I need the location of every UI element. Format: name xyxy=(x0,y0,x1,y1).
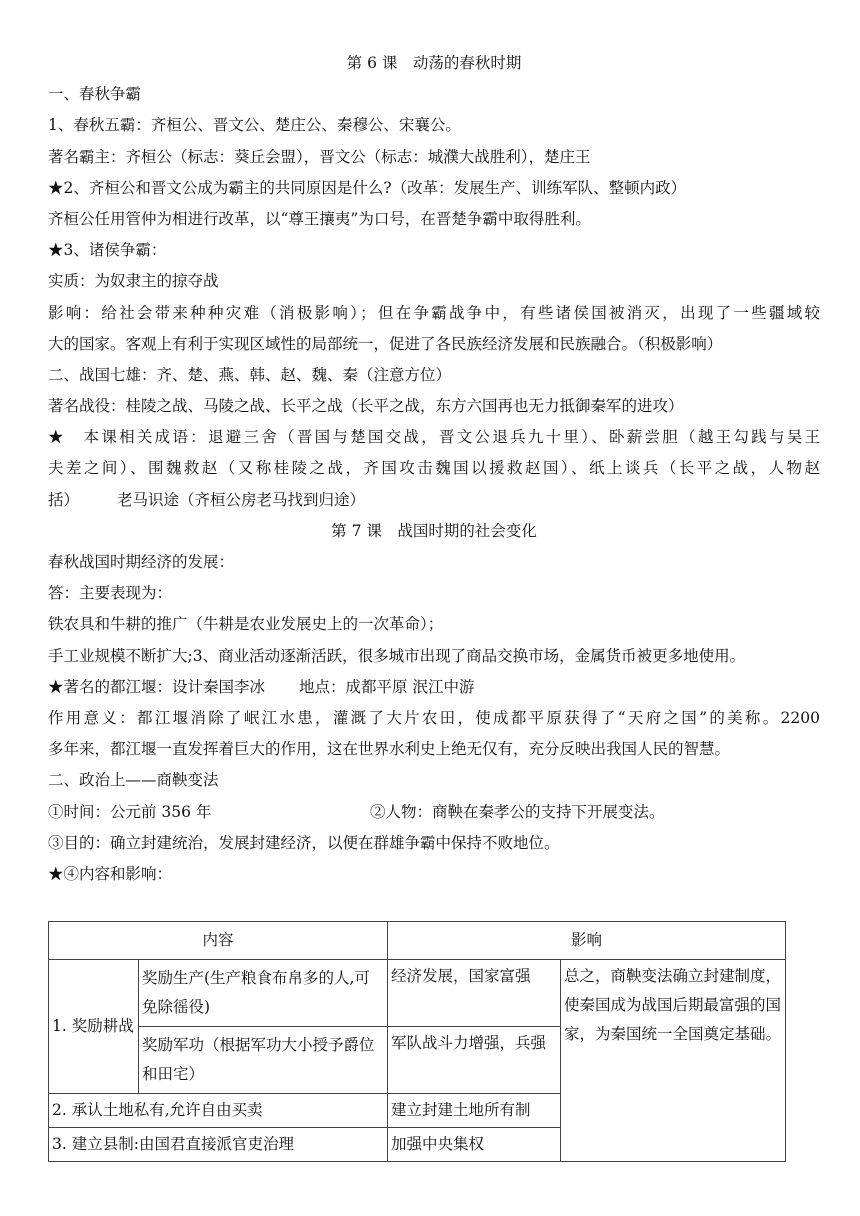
time-person-line xyxy=(48,797,820,828)
table-header-content: 内容 xyxy=(49,922,388,960)
idioms-line-1: ★ 本课相关成语：退避三舍（晋国与楚国交战，晋文公退兵九十里）、卧薪尝胆（越王勾践与吴王 xyxy=(48,428,820,447)
economic-growth-cell: 经济发展，国家富强 xyxy=(388,960,561,1027)
feudal-land-cell: 建立封建土地所有制 xyxy=(388,1094,561,1128)
economy-development-heading: 春秋战国时期经济的发展： xyxy=(48,553,235,571)
answer-line: 答：主要表现为： xyxy=(48,584,173,603)
dujiangyan-designer: ★著名的都江堰：设计秦国李冰 xyxy=(48,677,266,696)
idioms-line-3-part2: 老马识途（齐桓公房老马找到归途） xyxy=(117,490,366,509)
five-hegemons-line: 1、春秋五霸：齐桓公、晋文公、楚庄公、秦穆公、宋襄公。 xyxy=(48,116,461,135)
content-effect-heading: ★④内容和影响： xyxy=(48,864,173,883)
iron-tools-line: 铁农具和牛耕的推广（牛耕是农业发展史上的一次革命）； xyxy=(48,615,444,634)
lesson7-title: 第 7 课 战国时期的社会变化 xyxy=(331,521,537,540)
common-reason-question: ★2、齐桓公和晋文公成为霸主的共同原因是什么?（改革：发展生产、训练军队、整顿内政） xyxy=(48,178,687,197)
dujiangyan-significance-2: 多年来，都江堰一直发挥着巨大的作用，这在世界水利史上绝无仅有，充分反映出我国人民的智慧。 xyxy=(48,740,731,759)
seven-warring-states-heading: 二、战国七雄：齐、楚、燕、韩、赵、魏、秦（注意方位） xyxy=(48,365,452,384)
influence-line-2: 大的国家。客观上有利于实现区域性的局部统一，促进了各民族经济发展和民族融合。（积极影响） xyxy=(48,334,723,353)
famous-hegemons-line: 著名霸主：齐桓公（标志：葵丘会盟），晋文公（标志：城濮大战胜利），楚庄王 xyxy=(48,147,591,166)
reward-production-cell: 奖励生产(生产粮食布帛多的人,可免除徭役) xyxy=(139,960,388,1027)
reform-time: ①时间：公元前 356 年 xyxy=(48,802,212,821)
influence-line-1: 影响：给社会带来种种灾难（消极影响）；但在争霸战争中，有些诸侯国被消灭，出现了一些疆域较 xyxy=(48,303,820,322)
famous-battles-line: 著名战役：桂陵之战、马陵之战、长平之战（长平之战，东方六国再也无力抵御秦军的进攻） xyxy=(48,397,684,416)
reform-purpose-line: ③目的：确立封建统治，发展封建经济，以便在群雄争霸中保持不败地位。 xyxy=(48,833,560,852)
table-header-effect: 影响 xyxy=(388,922,786,960)
essence-line: 实质：为奴隶主的掠夺战 xyxy=(48,272,219,291)
idioms-line-3-part1: 括） xyxy=(48,490,80,509)
vassal-struggle-heading: ★3、诸侯争霸： xyxy=(48,241,167,260)
qi-huan-reform-line: 齐桓公任用管仲为相进行改革，以“尊王攘夷”为口号，在晋楚争霸中取得胜利。 xyxy=(48,209,591,228)
county-system-cell: 3. 建立县制:由国君直接派官吏治理 xyxy=(49,1128,388,1162)
idioms-line-3 xyxy=(48,485,820,516)
lesson6-section1-heading: 一、春秋争霸 xyxy=(48,85,142,104)
handicraft-line: 手工业规模不断扩大;3、商业活动逐渐活跃，很多城市出现了商品交换市场，金属货币被更多地使用。 xyxy=(48,646,746,665)
reform-table xyxy=(48,921,786,1162)
idioms-line-2: 夫差之间）、围魏救赵（又称桂陵之战，齐国攻击魏国以援救赵国）、纸上谈兵（长平之战，人物赵 xyxy=(48,459,820,478)
document-page xyxy=(48,48,820,1153)
dujiangyan-significance-1: 作用意义：都江堰消除了岷江水患，灌溉了大片农田，使成都平原获得了“天府之国”的美称。2200 xyxy=(48,708,820,727)
shang-yang-heading: 二、政治上——商鞅变法 xyxy=(48,771,219,790)
reward-farming-war-label: 1. 奖励耕战 xyxy=(49,960,139,1094)
army-strength-cell: 军队战斗力增强，兵强 xyxy=(388,1027,561,1094)
dujiangyan-location: 地点：成都平原 泯江中游 xyxy=(299,677,475,696)
dujiangyan-line xyxy=(48,672,820,703)
reward-military-cell: 奖励军功（根据军功大小授予爵位和田宅） xyxy=(139,1027,388,1094)
lesson6-title: 第 6 课 动荡的春秋时期 xyxy=(346,54,522,72)
summary-cell: 总之，商鞅变法确立封建制度，使秦国成为战国后期最富强的国家，为秦国统一全国奠定基础。 xyxy=(561,960,786,1162)
reform-person: ②人物：商鞅在秦孝公的支持下开展变法。 xyxy=(370,802,665,821)
private-land-cell: 2. 承认土地私有,允许自由买卖 xyxy=(49,1094,388,1128)
central-power-cell: 加强中央集权 xyxy=(388,1128,561,1162)
